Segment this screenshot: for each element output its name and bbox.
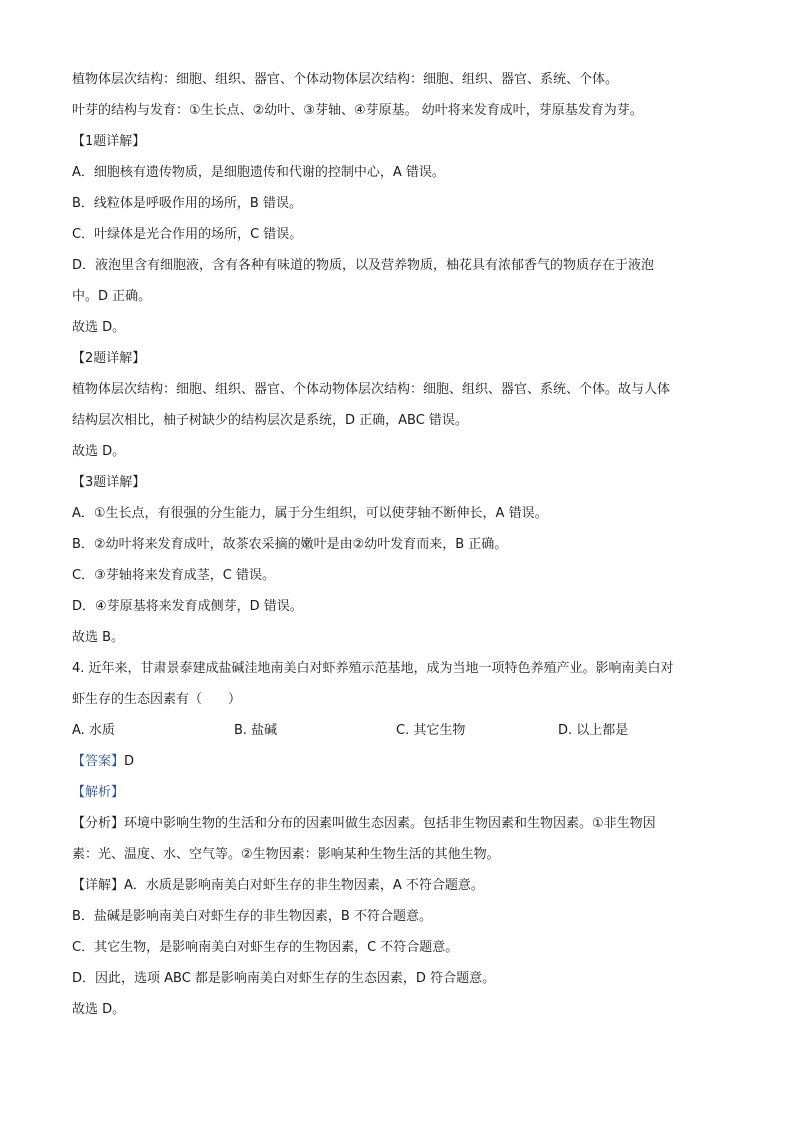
text-line: 结构层次相比，柚子树缺少的结构层次是系统，D 正确，ABC 错误。 <box>72 413 468 428</box>
text-line: D．液泡里含有细胞液，含有各种有味道的物质，以及营养物质，柚花具有浓郁香气的物质存在于液泡 <box>72 258 655 273</box>
text-line: 植物体层次结构：细胞、组织、器官、个体动物体层次结构：细胞、组织、器官、系统、个体。故与人体 <box>72 382 671 397</box>
answer-line <box>72 746 732 777</box>
option-d: D. 以上都是 <box>558 723 629 738</box>
question-4-options <box>72 715 732 746</box>
section-heading-q3: 【3题详解】 <box>72 475 146 490</box>
text-line: 故选 D。 <box>72 1002 126 1017</box>
text-line: D．④芽原基将来发育成侧芽，D 错误。 <box>72 599 303 614</box>
text-line: A．①生长点，有很强的分生能力，属于分生组织，可以使芽轴不断伸长，A 错误。 <box>72 506 548 521</box>
option-c: C. 其它生物 <box>396 723 466 738</box>
text-line: 素：光、温度、水、空气等。②生物因素：影响某种生物生活的其他生物。 <box>72 847 500 862</box>
text-line: 故选 D。 <box>72 320 126 335</box>
text-line: 植物体层次结构：细胞、组织、器官、个体动物体层次结构：细胞、组织、器官、系统、个体。 <box>72 72 619 87</box>
text-line: 【分析】环境中影响生物的生活和分布的因素叫做生态因素。包括非生物因素和生物因素。①非生物因 <box>72 816 656 831</box>
option-b: B. 盐碱 <box>234 723 278 738</box>
text-line: 故选 D。 <box>72 444 126 459</box>
text-line: D．因此，选项 ABC 都是影响南美白对虾生存的生态因素，D 符合题意。 <box>72 971 496 986</box>
question-4-text: 虾生存的生态因素有（ ） <box>72 692 242 707</box>
analysis-line <box>72 777 732 808</box>
text-line: B．②幼叶将来发育成叶，故茶农采摘的嫩叶是由②幼叶发育而来，B 正确。 <box>72 537 508 552</box>
text-line: 故选 B。 <box>72 630 125 645</box>
section-heading-q1: 【1题详解】 <box>72 134 146 149</box>
text-line: C．其它生物，是影响南美白对虾生存的生物因素，C 不符合题意。 <box>72 940 459 955</box>
text-line: B．盐碱是影响南美白对虾生存的非生物因素，B 不符合题意。 <box>72 909 432 924</box>
option-a: A. 水质 <box>72 723 115 738</box>
answer-tag: 【答案】 <box>72 754 125 769</box>
question-4-text: 4. 近年来，甘肃景泰建成盐碱洼地南美白对虾养殖示范基地，成为当地一项特色养殖产业。影响南美白对 <box>72 661 674 676</box>
text-line: C．叶绿体是光合作用的场所，C 错误。 <box>72 227 303 242</box>
analysis-tag: 【解析】 <box>72 785 125 800</box>
text-line: 中。D 正确。 <box>72 289 152 304</box>
text-line: 【详解】A．水质是影响南美白对虾生存的非生物因素，A 不符合题意。 <box>72 878 484 893</box>
answer-value: D <box>124 754 135 769</box>
text-line: A．细胞核有遗传物质，是细胞遗传和代谢的控制中心，A 错误。 <box>72 165 445 180</box>
section-heading-q2: 【2题详解】 <box>72 351 146 366</box>
text-line: C．③芽轴将来发育成茎，C 错误。 <box>72 568 275 583</box>
text-line: B．线粒体是呼吸作用的场所，B 错误。 <box>72 196 302 211</box>
document-page <box>72 64 732 1025</box>
text-line: 叶芽的结构与发育：①生长点、②幼叶、③芽轴、④芽原基。 幼叶将来发育成叶，芽原基发育为芽。 <box>72 103 643 118</box>
